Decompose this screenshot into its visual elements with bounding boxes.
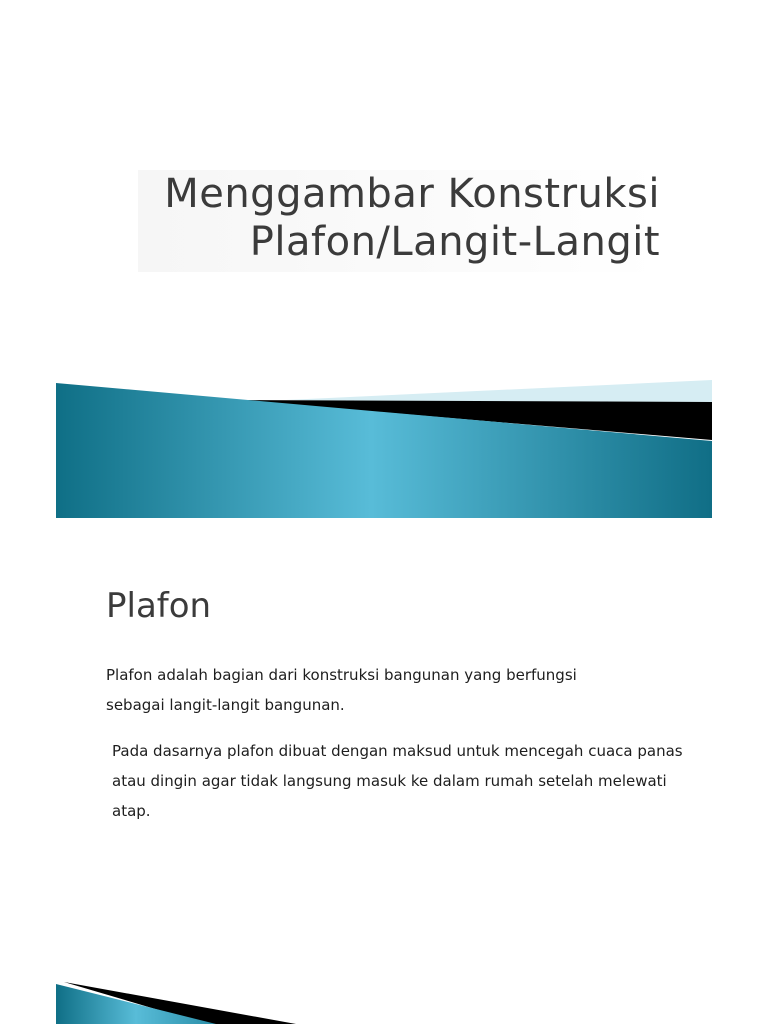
corner-teal-band — [56, 984, 216, 1024]
slide-heading: Plafon — [106, 586, 212, 626]
paragraph-definition: Plafon adalah bagian dari konstruksi bangunan yang berfungsi sebagai langit-langit bangunan. — [106, 666, 577, 714]
banner-pale-strip — [286, 380, 712, 402]
paragraph-purpose: Pada dasarnya plafon dibuat dengan maksud untuk mencegah cuaca panas atau dingin agar tidak langsung masuk ke dalam rumah setelah melewati atap. — [112, 742, 683, 820]
slide-plafon — [56, 544, 712, 1024]
decorative-corner-accent — [56, 982, 296, 1024]
slide-title — [56, 170, 660, 266]
slide-title-line-2: Plafon/Langit-Langit — [249, 219, 660, 265]
slide-title-page — [56, 0, 712, 518]
slide-title-line-1: Menggambar Konstruksi — [164, 171, 660, 217]
decorative-banner — [56, 380, 712, 518]
